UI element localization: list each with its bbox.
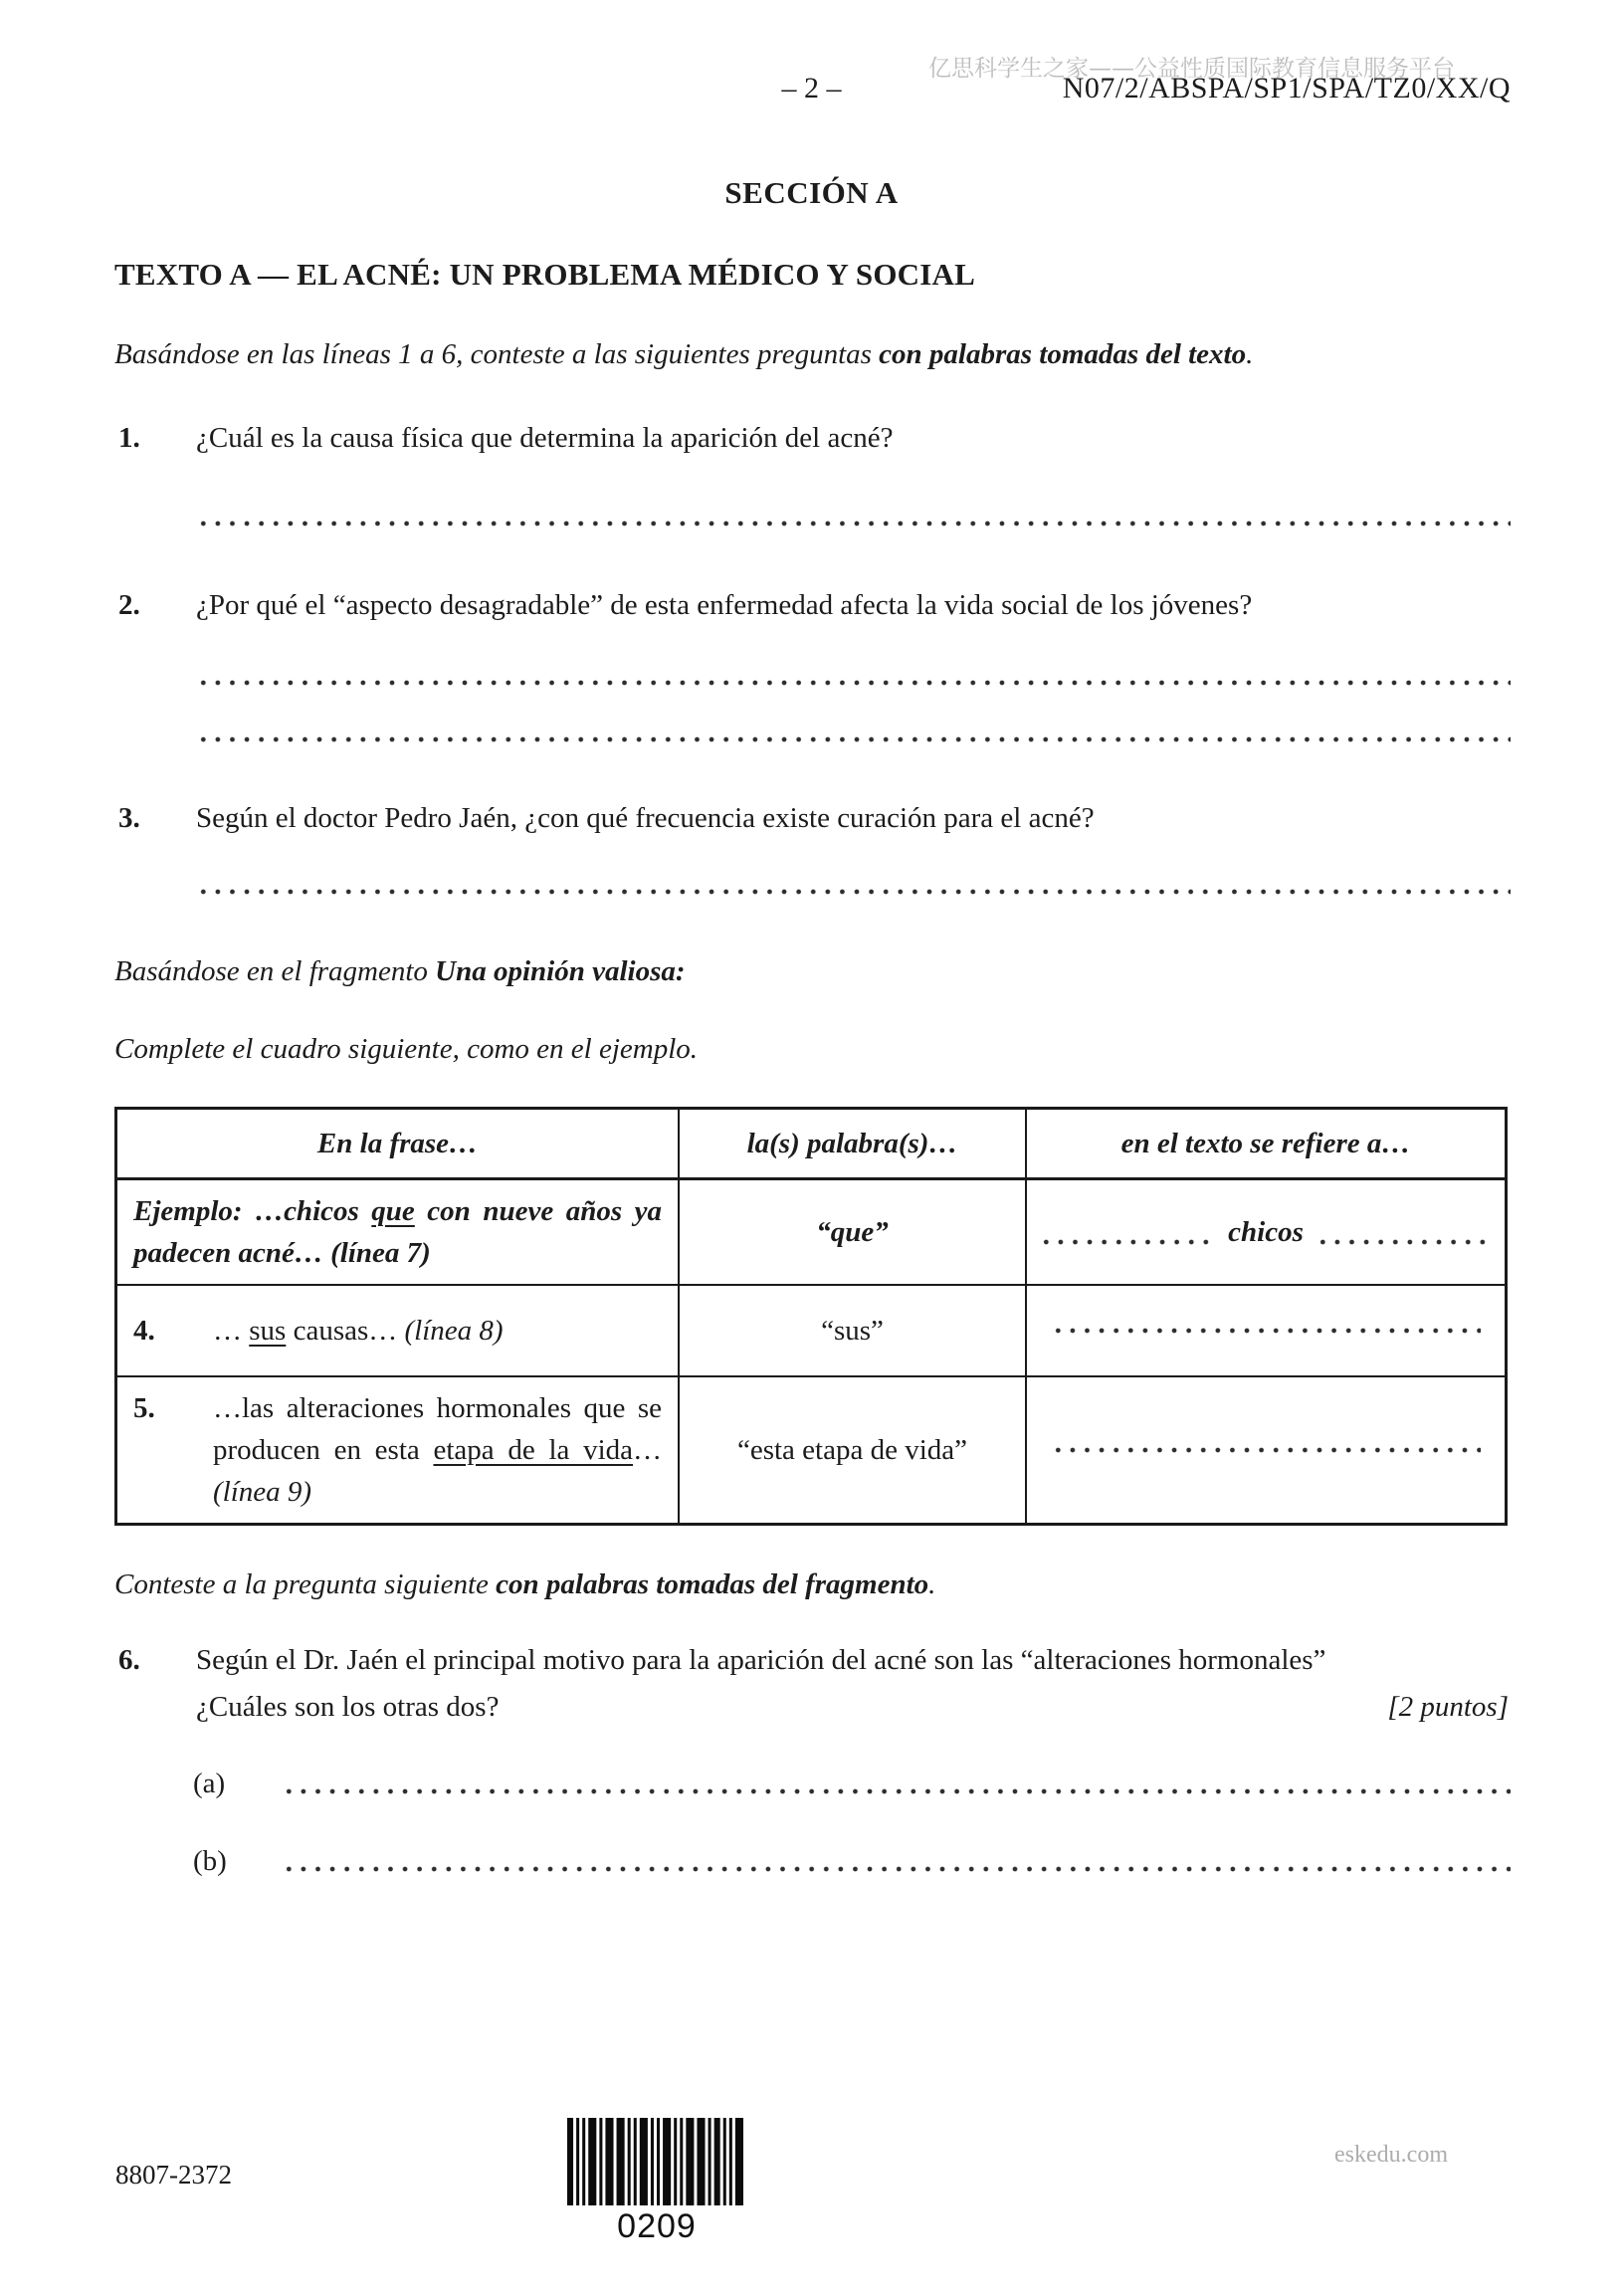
question-6-number: 6. bbox=[118, 1644, 140, 1676]
dotted-segment bbox=[1316, 1238, 1493, 1246]
question-2 bbox=[118, 589, 1509, 622]
q6-instruction-pre: Conteste a la pregunta siguiente bbox=[114, 1568, 497, 1600]
row5-number: 5. bbox=[133, 1392, 155, 1425]
barcode-caption: 0209 bbox=[617, 2207, 697, 2245]
question-6 bbox=[118, 1644, 1509, 1724]
answer-line-q1 bbox=[196, 520, 1511, 527]
row4-word: “sus” bbox=[821, 1314, 884, 1347]
question-1-text: ¿Cuál es la causa física que determina la aparición del acné? bbox=[196, 422, 894, 454]
example-phrase-post: con nueve años ya padecen acné… bbox=[133, 1195, 662, 1270]
row4-phrase-cell bbox=[116, 1285, 680, 1376]
dotted-segment bbox=[1039, 1238, 1216, 1246]
table-row-example bbox=[116, 1179, 1507, 1286]
question-6-line2: ¿Cuáles son los otras dos? bbox=[196, 1691, 500, 1723]
question-1-number: 1. bbox=[118, 422, 140, 454]
row4-underlined-word: sus bbox=[249, 1315, 287, 1348]
table-row-4 bbox=[116, 1285, 1507, 1376]
question-2-text: ¿Por qué el “aspecto desagradable” de esta enfermedad afecta la vida social de los jóvenes? bbox=[196, 589, 1253, 621]
answer-line-a bbox=[282, 1787, 1511, 1795]
instruction-texto-a bbox=[114, 338, 1509, 371]
answer-line-q3 bbox=[196, 888, 1511, 896]
answer-line-row4 bbox=[1051, 1327, 1481, 1335]
row5-refers-cell bbox=[1026, 1376, 1507, 1525]
question-6-line1: Según el Dr. Jaén el principal motivo para la aparición del acné son las “alteraciones hormonales” bbox=[196, 1644, 1326, 1676]
row5-phrase-pre: …las alteraciones hormonales que se producen en esta bbox=[213, 1392, 662, 1467]
question-3-number: 3. bbox=[118, 802, 140, 834]
example-refers-content bbox=[1049, 1216, 1483, 1249]
row4-number: 4. bbox=[133, 1315, 155, 1348]
row5-word-cell bbox=[679, 1376, 1026, 1525]
row5-line-ref: (línea 9) bbox=[213, 1476, 312, 1509]
example-word: “que” bbox=[816, 1215, 889, 1248]
example-refers-cell bbox=[1026, 1179, 1507, 1286]
site-watermark: eskedu.com bbox=[1334, 2142, 1448, 2168]
example-refers-word: chicos bbox=[1228, 1215, 1304, 1248]
row4-word-cell bbox=[679, 1285, 1026, 1376]
instruction-pre: Basándose en las líneas 1 a 6, conteste a las siguientes preguntas bbox=[114, 338, 880, 370]
barcode bbox=[567, 2118, 746, 2205]
answer-line-row5 bbox=[1051, 1446, 1481, 1454]
answer-line-q2-2 bbox=[196, 735, 1511, 743]
table-header-row bbox=[116, 1109, 1507, 1179]
section-title: SECCIÓN A bbox=[724, 175, 899, 210]
answer-line-q2-1 bbox=[196, 679, 1511, 687]
paper-code: N07/2/ABSPA/SP1/SPA/TZ0/XX/Q bbox=[1062, 72, 1511, 104]
example-phrase-pre: …chicos bbox=[255, 1195, 372, 1227]
texto-a-title: TEXTO A — EL ACNÉ: UN PROBLEMA MÉDICO Y SOCIAL bbox=[114, 257, 975, 292]
question-6-points: [2 puntos] bbox=[1387, 1691, 1509, 1723]
row4-phrase-pre: … bbox=[213, 1315, 250, 1348]
watermark-text: 亿思科学生之家——公益性质国际教育信息服务平台 bbox=[928, 56, 1455, 82]
answer-item-b bbox=[193, 1845, 1511, 1878]
question-6-instruction bbox=[114, 1568, 1509, 1601]
answer-item-a-label: (a) bbox=[193, 1768, 226, 1799]
row4-line-ref: (línea 8) bbox=[404, 1315, 504, 1348]
row5-underlined-word: etapa de la vida bbox=[433, 1434, 634, 1467]
question-6-line2-row bbox=[196, 1691, 1509, 1724]
answer-line-b bbox=[282, 1865, 1511, 1873]
row4-phrase bbox=[133, 1310, 662, 1352]
row5-phrase bbox=[133, 1387, 662, 1513]
table-row-5 bbox=[116, 1376, 1507, 1525]
instruction-bold: con palabras tomadas del texto bbox=[879, 338, 1247, 370]
reference-table bbox=[114, 1107, 1508, 1526]
instruction-end: . bbox=[1246, 338, 1254, 370]
complete-instruction: Complete el cuadro siguiente, como en el ejemplo. bbox=[114, 1033, 699, 1065]
q6-instruction-bold: con palabras tomadas del fragmento bbox=[496, 1568, 929, 1600]
question-1 bbox=[118, 422, 1509, 455]
row5-word: “esta etapa de vida” bbox=[736, 1433, 968, 1466]
row5-phrase-post: … bbox=[633, 1434, 663, 1467]
answer-item-b-label: (b) bbox=[193, 1845, 227, 1877]
example-underlined-word: que bbox=[371, 1195, 415, 1227]
fragment-intro-pre: Basándose en el fragmento bbox=[114, 955, 436, 987]
question-3 bbox=[118, 802, 1509, 835]
table-header-palabras: la(s) palabra(s)… bbox=[679, 1109, 1026, 1179]
table-header-se-refiere: en el texto se refiere a… bbox=[1026, 1109, 1507, 1179]
row5-phrase-cell bbox=[116, 1376, 680, 1525]
question-2-number: 2. bbox=[118, 589, 140, 621]
row4-phrase-post: causas… bbox=[286, 1315, 405, 1348]
fragment-intro bbox=[114, 955, 1509, 988]
answer-item-a bbox=[193, 1768, 1511, 1800]
fragment-intro-bold: Una opinión valiosa: bbox=[435, 955, 686, 987]
q6-instruction-end: . bbox=[928, 1568, 936, 1600]
example-word-cell bbox=[679, 1179, 1026, 1286]
page-number: – 2 – bbox=[781, 72, 842, 104]
row4-refers-cell bbox=[1026, 1285, 1507, 1376]
table-header-en-la-frase: En la frase… bbox=[116, 1109, 680, 1179]
example-line-ref: (línea 7) bbox=[330, 1237, 431, 1270]
question-6-text bbox=[196, 1644, 1509, 1724]
example-phrase-cell bbox=[116, 1179, 680, 1286]
document-code: 8807-2372 bbox=[115, 2160, 232, 2190]
example-label: Ejemplo: bbox=[133, 1195, 256, 1227]
question-3-text: Según el doctor Pedro Jaén, ¿con qué frecuencia existe curación para el acné? bbox=[196, 802, 1095, 834]
